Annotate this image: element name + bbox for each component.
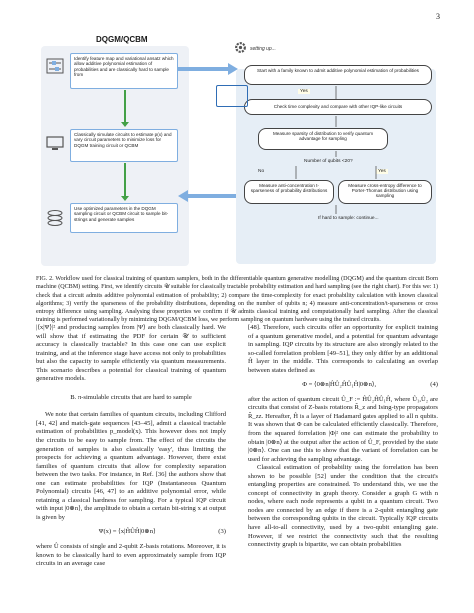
return-arrow [178,188,238,208]
no-label: No [258,169,265,174]
equation-3 [36,528,226,537]
equation-number: (4) [430,381,438,389]
sparsity-box: Measure sparsity of distribution to verify quantum advantage for sampling [258,128,388,150]
quantum-hardware-icon [46,209,64,227]
down-arrow-2 [124,163,126,197]
gear-icon [234,41,247,54]
equation-number: (3) [218,528,226,536]
figure-caption: FIG. 2. Workflow used for classical training of quantum samplers, both in the differentiable quantum generative modelling (DQGM) and the quantum circuit Born machine (QCBM) setting. First, we identify circuits 𝒰 suitable for classically tractable probability estimation and hard sampling (see the right chart). For this we: 1) check that a circuit admits additive polynomial estimation of probability; 2) compare the time-complexity for exact probability calculation with known classical algorithms; 3) verify the sparseness of the probability distributions, depending on the number of qubits n; 4) measure anti-concentration/t-sparseness or cross entropy difference using sampling. Analysing these properties we confirm if 𝒰 admits classical training and computationally hard sampling. After the classical training is performed variationally by minimizing DQGM/QCBM loss, we perform sampling on quantum hardware using the trained circuits. [36,276,438,324]
workflow-figure [36,33,438,270]
hard-to-sample-label: If hard to sample: continue... [318,216,379,221]
down-arrow-1 [124,90,126,123]
paragraph: Classical estimation of probability using the forrelation has been shown to be possible [52] under the condition that the circuit's entangling properties are constrained. To understand this, we use the concept of connectivity in graph theory. Consider a graph G with n nodes, where each node represents a qubit in a quantum circuit. Two nodes are connected by an edge if there is a 2-qubit entangling gate between the corresponding qubits in the circuit. Typically IQP circuits have all-to-all connectivity, used by a two-qubit entangling gate. However, if we restrict the connectivity such that the resulting connectivity graph is bipartite, we can obtain probabilities [248,464,438,549]
figure-title: DQGM/QCBM [96,35,148,44]
sample-box: Use optimized parameters in the DQGM sampling circuit or QCBM circuit to sample bit-strings and generate samples [70,203,178,233]
paragraph: after the action of quantum circuit Û_F := ĤÛ₂ĤÛ₁Ĥ, where Û₁,Û₂ are circuits that consist of Z-basis rotations R̂_z and Ising-type propagators R̂_zz. Hereafter, Ĥ is a layer of Hadamard gates applied to all n qubits. It was shown that Φ can be calculated efficiently classically. Therefore, from the squared forrelation |Φ|² one can estimate the probability to obtain |0⊗n⟩ at the output after the action of Û_F, provided by the state |0⊗n⟩. One can use this to show that the variant of forrelation can be used for achieving the sampling advantage. [248,395,438,463]
paragraph: where Û consists of single and 2-qubit Z-basis rotations. Moreover, it is known to be classically hard to even approximately sample from IQP circuits in an average case [36,543,226,568]
connector-arrow [178,61,238,81]
yes-label-1: Yes [300,89,308,94]
equation-4 [248,381,438,390]
paragraph: [48]. Therefore, such circuits offer an opportunity for explicit training of a quantum generative model, and a potential for quantum advantage in sampling. IQP circuits by its structure are also strongly related to the so-called forrelation problem [49–51], they only differ by an additional Ĥ layer in the middle. This corresponds to calculating an overlap between states defined as [248,324,438,374]
cross-entropy-box: Measure cross-entropy difference to Porter-Thomas distribution using sampling [338,180,432,204]
equation-body: Φ = ⟨0⊗n|ĤÛ₂ĤÛ₁Ĥ|0⊗n⟩, [302,381,377,389]
qubits-question: Number of qubits <20? [304,159,353,164]
anti-concentration-box: Measure anti-concentration t-sparseness of probability distributions [244,180,334,204]
time-complexity-box: Check time complexity and compare with other IQP-like circuits [244,99,432,115]
start-family-box: Start with a family known to admit additive polynomial estimation of probabilities [244,65,432,85]
yes-label-2: Yes [378,169,386,174]
computer-icon [46,134,64,152]
identify-box: Identify feature map and variational ansatz which allow additive polynomial estimation of probabilities and are classically hard to sample from [70,53,178,89]
paragraph: We note that certain families of quantum circuits, including Clifford [41, 42] and match-gate sequences [43–45], admit a classical tractable estimation of probabilities p_model(x). This however does not imply the circuits to be easy to sample from. The effect of the circuits the generation of samples is also classically 'easy', thus limiting the prospects for achieving a quantum advantage. However, there exist families of quantum circuits that allow for complexity separation between the two tasks. For instance, in Ref. [36] the authors show that one can estimate probabilities for IQP (Instantaneous Quantum Polynomial) circuits [46, 47] to an additive polynomial error, while retaining a classical hardness for sampling. For a typical IQP circuit with input |0⊗n⟩, the amplitude to obtain a certain bit-string x at output is given by [36,411,226,521]
right-column [248,324,438,550]
section-heading: B. π-simulable circuits that are hard to sample [70,393,192,401]
page-number: 3 [436,12,440,21]
circuit-icon [46,57,64,75]
left-column [36,324,226,569]
setup-label: setting up... [250,46,276,52]
paragraph: |⟨x|Ψ⟩|² and producing samples from |Ψ⟩ are both classically hard. We will show that if estimating the PDF for certain 𝒰 to sufficient accuracy is classically tractable? In this case one can use explicit training, and at the inference stage have access not only to probabilities but also the capacity to sample efficiently via quantum measurements. This scenario describes a potential for classical training of quantum generative models. [36,324,226,383]
outline-loop [216,85,248,107]
simulate-box: Classically simulate circuits to estimate p(x) and vary circuit parameters to minimize loss for DQGM training circuit or QCBM [70,129,178,162]
equation-body: Ψ(x) = ⟨x|ĤÛĤ|0⊗n⟩ [98,528,156,536]
